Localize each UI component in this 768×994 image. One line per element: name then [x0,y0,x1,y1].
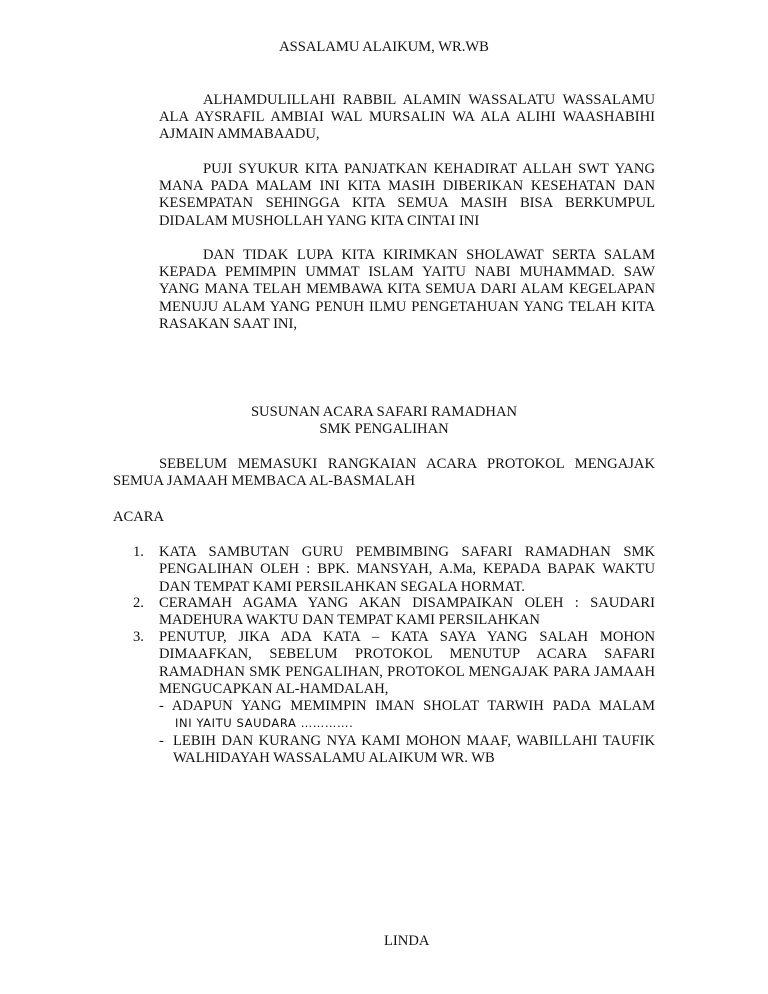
greeting-title: ASSALAMU ALAIKUM, WR.WB [279,39,489,55]
gratitude-paragraph: PUJI SYUKUR KITA PANJATKAN KEHADIRAT ALLAH SWT YANG MANA PADA MALAM INI KITA MASIH DIBERIKAN KESEHATAN DAN KESEMPATAN SEHINGGA KITA SEMUA MASIH BISA BERKUMPUL DIDALAM MUSHOLLAH YANG KITA CINTAI INI [159,161,655,229]
opening-paragraph: ALHAMDULILLAHI RABBIL ALAMIN WASSALATU WASSALAMU ALA AYSRAFIL AMBIAI WAL MURSALIN WA ALA ALIHI WAASHABIHI AJMAIN AMMABAADU, [159,92,655,143]
signature-name: LINDA [384,933,430,949]
agenda-number: 1. [133,544,144,560]
agenda-number: 2. [133,595,144,611]
acara-label: ACARA [113,509,165,525]
agenda-text: PENUTUP, JIKA ADA KATA – KATA SAYA YANG SALAH MOHON DIMAAFKAN, SEBELUM PROTOKOL MENUTUP ACARA SAFARI RAMADHAN SMK PENGALIHAN, PROTOKOL MENGAJAK PARA JAMAAH MENGUCAPKAN AL-HAMDALAH, [159,629,655,697]
imam-line1: ADAPUN YANG MEMIMPIN IMAN SHOLAT TARWIH PADA MALAM [171,698,655,714]
agenda-number: 3. [133,629,144,645]
imam-note [159,698,655,734]
sholawat-paragraph: DAN TIDAK LUPA KITA KIRIMKAN SHOLAWAT SERTA SALAM KEPADA PEMIMPIN UMMAT ISLAM YAITU NABI MUHAMMAD. SAW YANG MANA TELAH MEMBAWA KITA SEMUA DARI ALAM KEGELAPAN MENUJU ALAM YANG PENUH ILMU PENGETAHUAN YANG TELAH KITA RASAKAN SAAT INI, [159,247,655,332]
dash-bullet: - [159,733,164,749]
section-title-line2: SMK PENGALIHAN [319,421,449,437]
closing-text: LEBIH DAN KURANG NYA KAMI MOHON MAAF, WABILLAHI TAUFIK WALHIDAYAH WASSALAMU ALAIKUM WR. WB [173,733,655,767]
dash-bullet: - [159,698,164,714]
intro-line2: SEMUA JAMAAH MEMBACA AL-BASMALAH [113,473,416,489]
closing-note [159,733,655,768]
imam-line2: INI YAITU SAUDARA …………. [175,716,354,730]
agenda-text: KATA SAMBUTAN GURU PEMBIMBING SAFARI RAMADHAN SMK PENGALIHAN OLEH : BPK. MANSYAH, A.Ma, KEPADA BAPAK WAKTU DAN TEMPAT KAMI PERSILAHKAN SEGALA HORMAT. [159,544,655,595]
agenda-text: CERAMAH AGAMA YANG AKAN DISAMPAIKAN OLEH : SAUDARI MADEHURA WAKTU DAN TEMPAT KAMI PERSILAHKAN [159,595,655,629]
section-title-line1: SUSUNAN ACARA SAFARI RAMADHAN [250,404,518,420]
intro-line1: SEBELUM MEMASUKI RANGKAIAN ACARA PROTOKOL MENGAJAK [159,456,655,472]
